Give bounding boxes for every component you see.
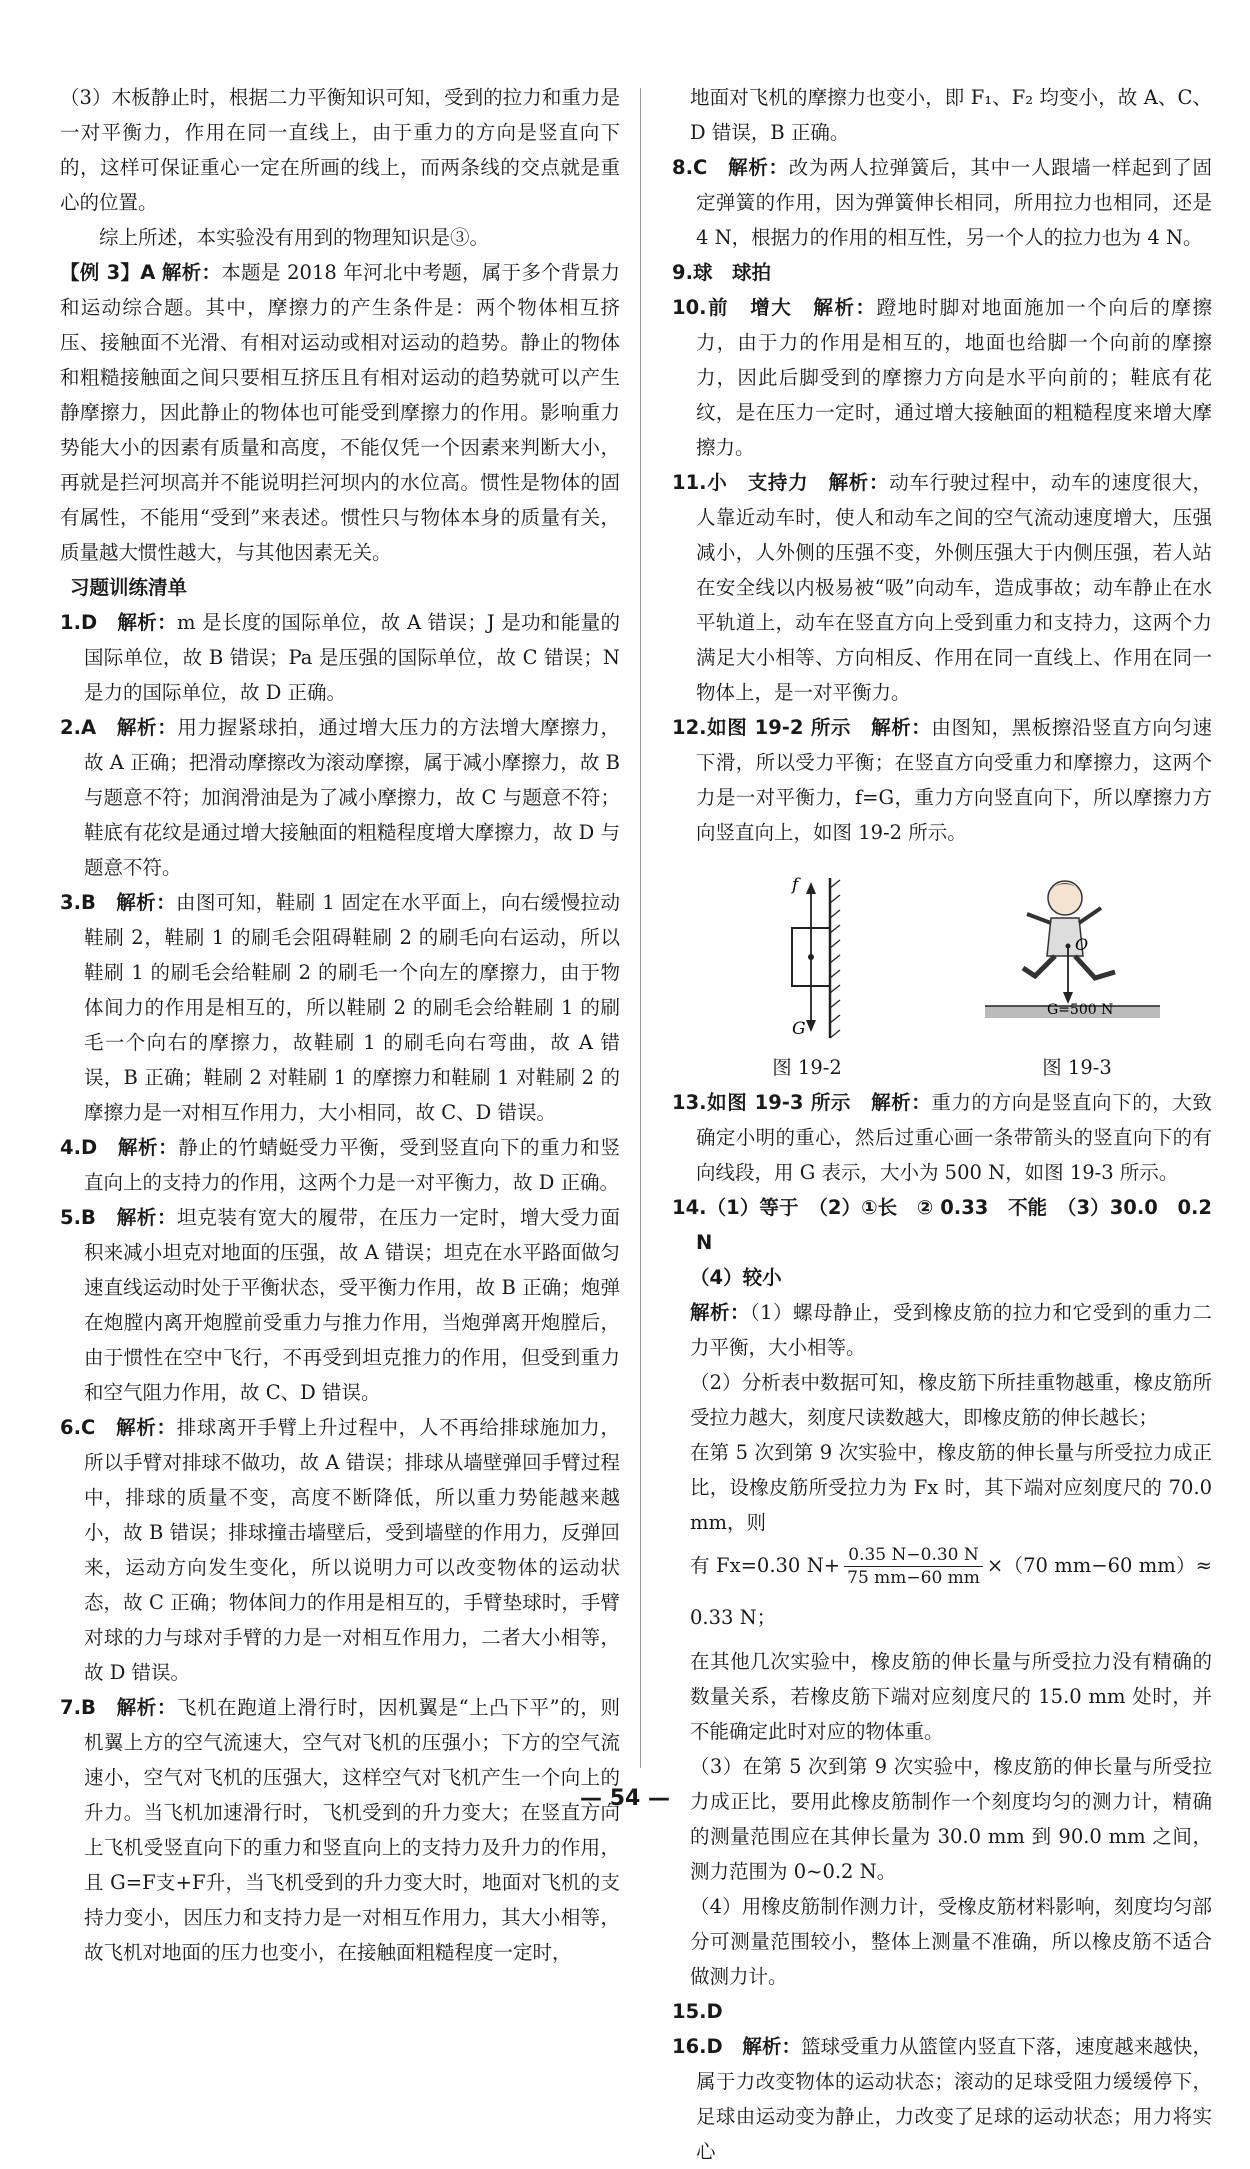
analysis-text: 排球离开手臂上升过程中，人不再给排球施加力，所以手臂对排球不做功，故 A 错误；排球从墙壁弹回手臂过程中，排球的质量不变，高度不断降低，所以重力势能越来越小，故 B 错误；排球撞击墙壁后，受到墙壁的作用力，反弹回来，运动方向发生变化，所以说明力可以改变物体的运动状态，故 C 正确；物体间力的作用是相互的，手臂垫球时，手臂对球的力与球对手臂的力是一对相互作用力，二者大小相等，故 D 错误。 [84,1416,620,1684]
exercise-1 [60,605,620,710]
exercise-answer: D [80,1136,98,1159]
analysis-label: 解析： [116,1696,177,1719]
exercise-answer: 前 增大 [706,296,793,319]
caption-19-2: 图 19-2 [772,1056,842,1079]
friction-arrow-head [806,882,816,894]
exercise-14-answer-4: （4）较小 [690,1266,782,1289]
page-number: — 54 — [580,1786,670,1811]
exercise-answer: A [80,716,97,739]
paragraph-wood-board: （3）木板静止时，根据二力平衡知识可知，受到的拉力和重力是一对平衡力，作用在同一直线上，由于重力的方向是竖直向下的，这样可保证重心一定在所画的线上，而两条线的交点就是重心的位置。 [60,86,620,214]
exercise-number: 11. [672,471,707,494]
analysis-text: m 是长度的国际单位，故 A 错误；J 是功和能量的国际单位，故 B 错误；Pa 是压强的国际单位，故 C 错误；N 是力的国际单位，故 D 正确。 [84,611,620,704]
example-3 [60,255,620,570]
exercise-6 [60,1410,620,1690]
exercise-10 [672,290,1212,465]
exercise-7-continued: 地面对飞机的摩擦力也变小，即 F₁、F₂ 均变小，故 A、C、D 错误，B 正确。 [690,86,1212,144]
label-G500: G=500 N [1046,1002,1113,1018]
exercise-14 [672,1190,1212,1260]
analysis-label: 解析： [116,1416,177,1439]
exercise-answer: C [80,1416,96,1439]
caption-19-3: 图 19-3 [1042,1056,1112,1079]
analysis-label: 解析： [117,1136,179,1159]
exercise-answer: 如图 19-3 所示 [706,1091,852,1114]
label-f: f [791,875,798,895]
exercise-2 [60,710,620,885]
exercise-number: 5. [60,1206,81,1229]
analysis-label: 解析： [116,1206,178,1229]
exercise-answer: D [706,2000,723,2023]
section-heading: 习题训练清单 [70,576,188,599]
analysis-text: 重力的方向是竖直向下的，大致确定小明的重心，然后过重心画一条带箭头的竖直向下的有向线段，用 G 表示，大小为 500 N，如图 19-3 所示。 [696,1091,1212,1184]
figure-19-2 [720,868,870,1048]
exercise-number: 3. [60,891,81,914]
analysis-text: 飞机在跑道上滑行时，因机翼是“上凸下平”的，则机翼上方的空气流速大，空气对飞机的压强小；下方的空气流速小，空气对飞机的压强大，这样空气对飞机产生一个向上的升力。当飞机加速滑行时，飞机受到的升力变大；在竖直方向上飞机受竖直向下的重力和竖直向上的支持力及升力的作用，且 G=F支+F升，当飞机受到的升力变大时，地面对飞机的支持力变小，因压力和支持力是一对相互作用力，其大小相等，故飞机对地面的压力也变小，在接触面粗糙程度一定时， [84,1696,620,1964]
example-3-analysis-label: 解析： [161,261,222,284]
analysis-label: 解析： [813,296,877,319]
exercise-7 [60,1690,620,1970]
exercise-number: 4. [60,1136,81,1159]
exercise-answer: C [692,156,708,179]
label-G: G [791,1019,806,1039]
exercise-11 [672,465,1212,710]
exercise-13 [672,1085,1212,1190]
paragraph-summary: 综上所述，本实验没有用到的物理知识是③。 [99,226,490,249]
example-3-text: 本题是 2018 年河北中考题，属于多个背景力和运动综合题。其中，摩擦力的产生条件是：两个物体相互挤压、接触面不光滑、有相对运动或相对运动的趋势。静止的物体和粗糙接触面之间只要相互挤压且有相对运动的趋势就可以产生静摩擦力，因此静止的物体也可能受到摩擦力的作用。影响重力势能大小的因素有质量和高度，不能仅凭一个因素来判断大小，再就是拦河坝高并不能说明拦河坝内的水位高。惯性是物体的固有属性，不能用“受到”来表述。惯性只与物体本身的质量有关，质量越大惯性越大，与其他因素无关。 [60,261,621,564]
example-3-label: 【例 3】A [60,261,156,284]
exercise-14-formula: 有 Fx=0.30 N+ $\frac{0.35 N-0.30 N}{75 mm-60 mm}$ ×（70 mm−60 mm）≈ 0.33 N； [690,1545,1212,1629]
analysis-text: 坦克装有宽大的履带，在压力一定时，增大受力面积来减小坦克对地面的压强，故 A 错误；坦克在水平路面做匀速直线运动时处于平衡状态，受平衡力作用，故 B 正确；炮弹在炮膛内离开炮膛前受重力与推力作用，当炮弹离开炮膛后，由于惯性在空中飞行，不再受到坦克推力的作用，但受到重力和空气阻力作用，故 C、D 错误。 [84,1206,620,1404]
right-column [672,80,1212,2169]
exercise-number: 8. [672,156,693,179]
exercise-number: 14. [672,1196,707,1219]
exercise-answer: B [80,1696,96,1719]
figures-row [672,858,1212,1048]
exercise-answer: 如图 19-2 所示 [706,716,852,739]
exercise-16 [672,2029,1212,2169]
analysis-text: 静止的竹蜻蜓受力平衡，受到竖直向下的重力和竖直向上的支持力的作用，这两个力是一对平衡力，故 D 正确。 [84,1136,620,1194]
exercise-number: 10. [672,296,707,319]
exercise-answer: 球 球拍 [692,261,771,284]
exercise-5 [60,1200,620,1410]
exercise-number: 2. [60,716,81,739]
analysis-text: 篮球受重力从篮筐内竖直下落，速度越来越快，属于力改变物体的运动状态；滚动的足球受阻力缓缓停下，足球由运动变为静止，力改变了足球的运动状态；用力将实心 [696,2035,1212,2163]
exercise-number: 13. [672,1091,707,1114]
exercise-answer: （1）等于 （2）①长 ② 0.33 不能 （3）30.0 0.2 N [696,1196,1212,1254]
gravity-arrow-head [806,1020,816,1032]
analysis-label: 解析： [871,716,932,739]
exercise-14-analysis-1: 解析：（1）螺母静止，受到橡皮筋的拉力和它受到的重力二力平衡，大小相等。 [690,1301,1212,1359]
exercise-number: 1. [60,611,81,634]
exercise-answer: 小 支持力 [706,471,809,494]
analysis-text: 由图可知，鞋刷 1 固定在水平面上，向右缓慢拉动鞋刷 2，鞋刷 1 的刷毛会阻碍鞋刷 2 的刷毛向右运动，所以鞋刷 1 的刷毛会给鞋刷 2 的刷毛一个向左的摩擦力，由于物体间力的作用是相互的，所以鞋刷 2 的刷毛会给鞋刷 1 的刷毛一个向右的摩擦力，故鞋刷 1 的刷毛向右弯曲，故 A 错误，B 正确；鞋刷 2 对鞋刷 1 的摩擦力和鞋刷 1 对鞋刷 2 的摩擦力是一对相互作用力，大小相同，故 C、D 错误。 [84,891,620,1124]
exercise-number: 6. [60,1416,81,1439]
exercise-14-analysis-2: （2）分析表中数据可知，橡皮筋下所挂重物越重，橡皮筋所受拉力越大，刻度尺读数越大，即橡皮筋的伸长越长； [690,1371,1212,1429]
exercise-number: 15. [672,2000,707,2023]
analysis-text: 蹬地时脚对地面施加一个向后的摩擦力，由于力的作用是相互的，地面也给脚一个向前的摩擦力，因此后脚受到的摩擦力方向是水平向前的；鞋底有花纹，是在压力一定时，通过增大接触面的粗糙程度来增大摩擦力。 [696,296,1212,459]
analysis-text: 动车行驶过程中，动车的速度很大，人靠近动车时，使人和动车之间的空气流动速度增大，压强减小，人外侧的压强不变，外侧压强大于内侧压强，若人站在安全线以内极易被“吸”向动车，造成事故；动车静止在水平轨道上，动车在竖直方向上受到重力和支持力，这两个力满足大小相等、方向相反、作用在同一直线上、作用在同一物体上，是一对平衡力。 [696,471,1212,704]
exercise-3 [60,885,620,1130]
exercise-14-analysis-6: （4）用橡皮筋制作测力计，受橡皮筋材料影响，刻度均匀部分可测量范围较小，整体上测量不准确，所以橡皮筋不适合做测力计。 [690,1895,1212,1988]
analysis-label: 解析： [828,471,890,494]
boy-head [1048,881,1082,915]
analysis-label: 解析： [116,891,177,914]
exercise-8 [672,150,1212,255]
left-column [60,80,620,1970]
exercise-number: 16. [672,2035,707,2058]
analysis-text: 改为两人拉弹簧后，其中一人跟墙一样起到了固定弹簧的作用，因为弹簧伸长相同，所用拉力也相同，还是 4 N，根据力的作用的相互性，另一个人的拉力也为 4 N。 [696,156,1212,249]
wall-hatch [830,880,840,1038]
exercise-number: 9. [672,261,693,284]
column-divider [640,88,641,1768]
figure-19-3 [965,868,1165,1048]
analysis-label: 解析： [728,156,789,179]
fraction: $\frac{0.35 N-0.30 N}{75 mm-60 mm}$ [844,1544,983,1589]
analysis-label: 解析： [871,1091,932,1114]
exercise-answer: D [80,611,98,634]
label-O: O [1074,935,1088,954]
exercise-14-analysis-5: （3）在第 5 次到第 9 次实验中，橡皮筋的伸长量与所受拉力成正比，要用此橡皮筋制作一个刻度均匀的测力计，精确的测量范围应在其伸长量为 30.0 mm 到 90.0 mm 之间，测力范围为 0~0.2 N。 [690,1755,1212,1883]
exercise-4 [60,1130,620,1200]
exercise-number: 7. [60,1696,81,1719]
analysis-label: 解析： [742,2035,802,2058]
analysis-label: 解析： [117,611,177,634]
analysis-label: 解析： [690,1301,750,1324]
analysis-label: 解析： [116,716,178,739]
exercise-12 [672,710,1212,850]
exercise-answer: B [80,1206,96,1229]
exercise-15 [672,1994,1212,2029]
exercise-14-analysis-4: 在其他几次实验中，橡皮筋的伸长量与所受拉力没有精确的数量关系，若橡皮筋下端对应刻度尺的 15.0 mm 处时，并不能确定此时对应的物体重。 [690,1650,1212,1743]
figure-captions [672,1050,1212,1085]
exercise-answer: D [706,2035,723,2058]
exercise-answer: B [80,891,96,914]
analysis-text: 由图知，黑板擦沿竖直方向匀速下滑，所以受力平衡；在竖直方向受重力和摩擦力，这两个力是一对平衡力，f=G，重力方向竖直向下，所以摩擦力方向竖直向上，如图 19-2 所示。 [696,716,1212,844]
exercise-14-analysis-3: 在第 5 次到第 9 次实验中，橡皮筋的伸长量与所受拉力成正比，设橡皮筋所受拉力为 Fx 时，其下端对应刻度尺的 70.0 mm，则 [690,1441,1212,1534]
exercise-number: 12. [672,716,707,739]
exercise-9 [672,255,1212,290]
boy-legs [1023,956,1115,978]
analysis-text: 用力握紧球拍，通过增大压力的方法增大摩擦力，故 A 正确；把滑动摩擦改为滚动摩擦，属于减小摩擦力，故 B 与题意不符；加润滑油是为了减小摩擦力，故 C 与题意不符；鞋底有花纹是通过增大接触面的粗糙程度增大摩擦力，故 D 与题意不符。 [84,716,620,879]
